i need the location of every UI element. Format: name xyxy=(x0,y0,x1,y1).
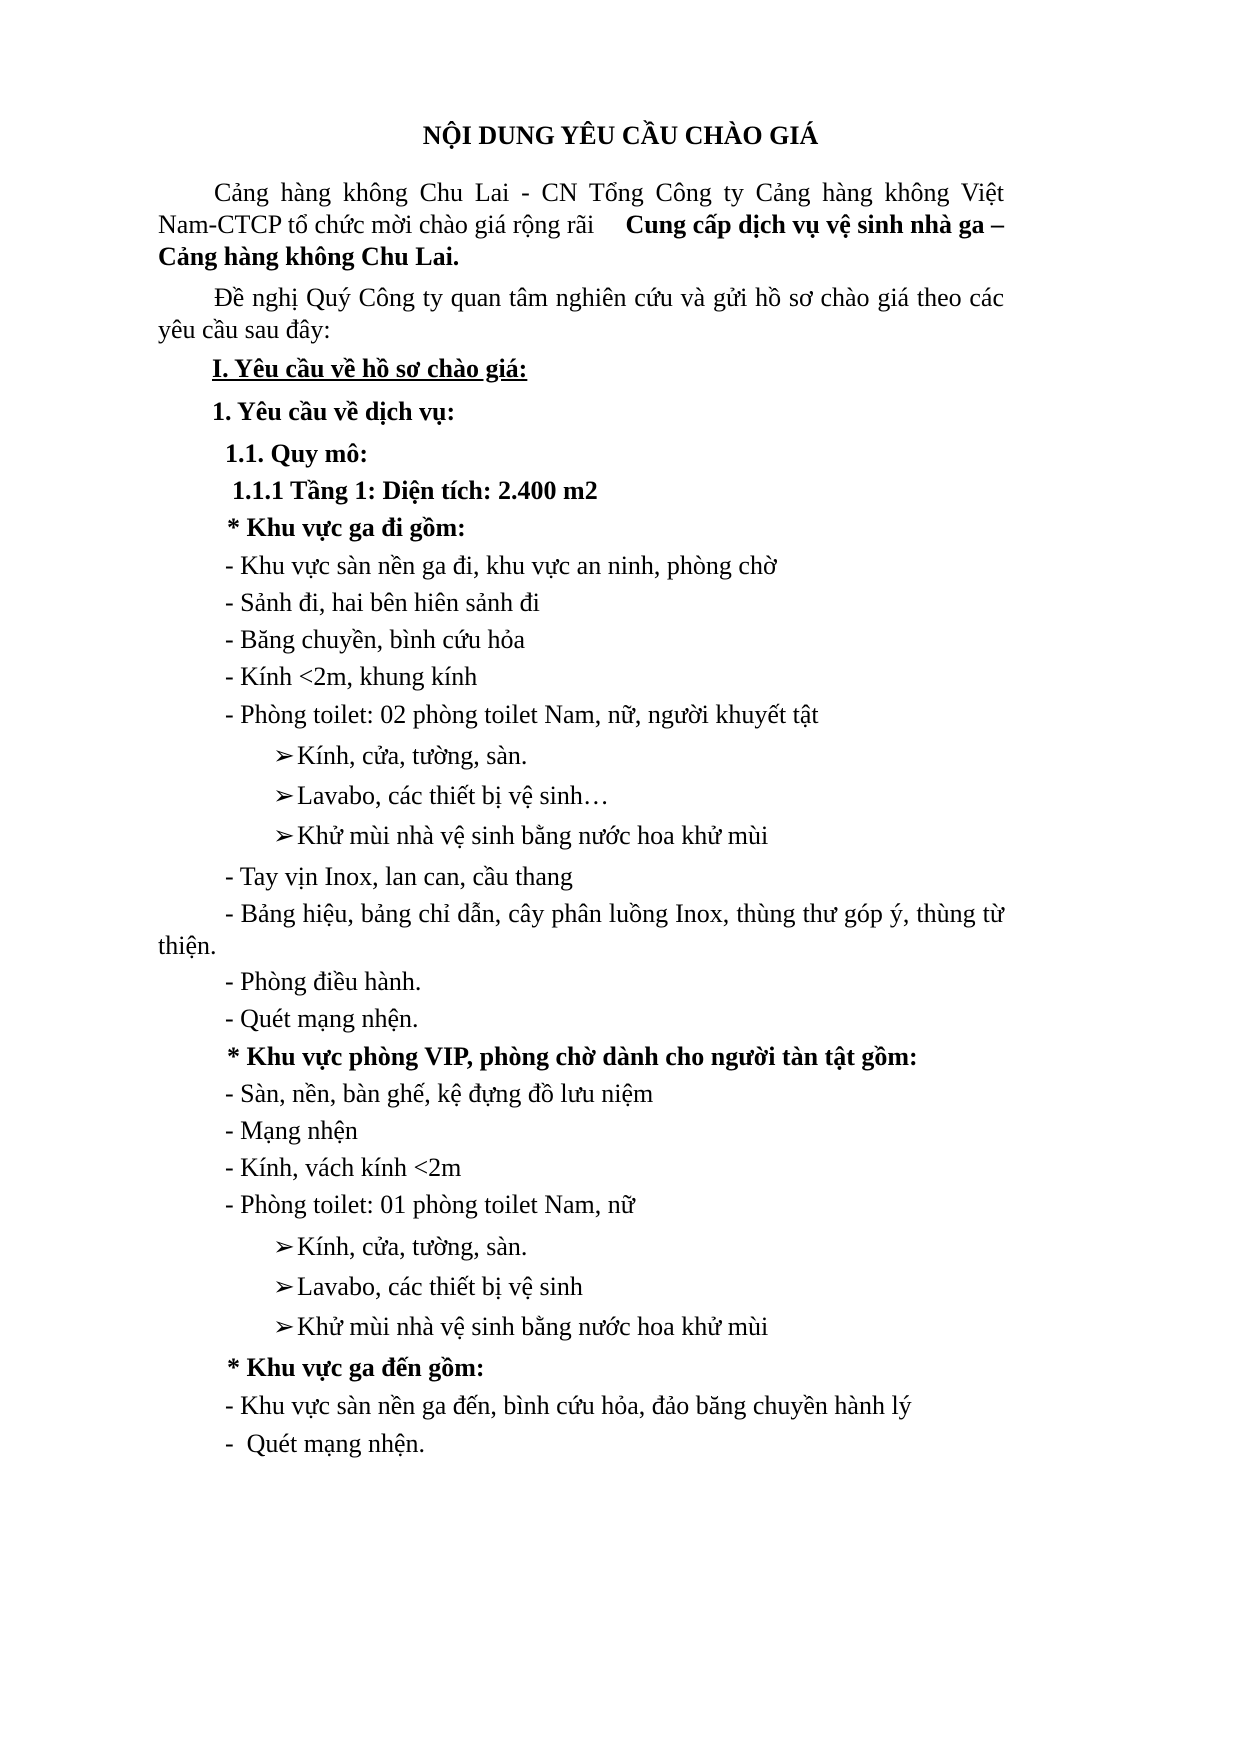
departure-sign-line-2: thiện. xyxy=(158,931,217,960)
subsection-heading-1-1-1: 1.1.1 Tầng 1: Diện tích: 2.400 m2 xyxy=(232,476,598,505)
departure-toilet-item-text: Khử mùi nhà vệ sinh bằng nước hoa khử mùi xyxy=(297,821,769,850)
vip-toilet-item-text: Khử mùi nhà vệ sinh bằng nước hoa khử mùi xyxy=(297,1312,769,1341)
arrow-bullet-icon: ➢ xyxy=(273,821,295,850)
departure-sign-line-1: - Bảng hiệu, bảng chỉ dẫn, cây phân luồng Inox, thùng thư góp ý, thùng từ xyxy=(225,899,1004,928)
arrow-bullet-icon: ➢ xyxy=(273,1272,295,1301)
vip-toilet-item xyxy=(273,1271,583,1303)
request-line-1: Đề nghị Quý Công ty quan tâm nghiên cứu và gửi hồ sơ chào giá theo các xyxy=(214,283,1004,312)
request-line-2: yêu cầu sau đây: xyxy=(158,315,331,344)
arrival-heading: * Khu vực ga đến gồm: xyxy=(227,1353,485,1382)
arrival-item: - Quét mạng nhện. xyxy=(225,1429,426,1458)
subsection-heading-1-1: 1.1. Quy mô: xyxy=(225,439,368,468)
departure-heading: * Khu vực ga đi gồm: xyxy=(227,513,466,542)
vip-heading: * Khu vực phòng VIP, phòng chờ dành cho người tàn tật gồm: xyxy=(227,1042,918,1071)
departure-item: - Phòng điều hành. xyxy=(225,967,422,996)
departure-item: - Quét mạng nhện. xyxy=(225,1004,419,1033)
vip-toilet-item xyxy=(273,1231,527,1263)
vip-toilet-item-text: Kính, cửa, tường, sàn. xyxy=(297,1232,528,1261)
intro-line-2-text: Nam-CTCP tổ chức mời chào giá rộng rãi xyxy=(158,210,601,239)
departure-toilet-item xyxy=(273,820,768,852)
departure-item: - Băng chuyền, bình cứu hỏa xyxy=(225,625,526,654)
arrival-item: - Khu vực sàn nền ga đến, bình cứu hỏa, đảo băng chuyền hành lý xyxy=(225,1391,912,1420)
arrow-bullet-icon: ➢ xyxy=(273,741,295,770)
vip-toilet-item-text: Lavabo, các thiết bị vệ sinh xyxy=(297,1272,583,1301)
departure-item: - Sảnh đi, hai bên hiên sảnh đi xyxy=(225,588,540,617)
vip-item: - Mạng nhện xyxy=(225,1116,358,1145)
arrow-bullet-icon: ➢ xyxy=(273,781,295,810)
departure-toilet-item xyxy=(273,780,609,812)
intro-line-3: Cảng hàng không Chu Lai. xyxy=(158,242,460,271)
vip-item: - Sàn, nền, bàn ghế, kệ đựng đồ lưu niệm xyxy=(225,1079,654,1108)
intro-line-2-bold: Cung cấp dịch vụ vệ sinh nhà ga – xyxy=(625,210,1004,239)
subsection-heading-1: 1. Yêu cầu về dịch vụ: xyxy=(212,397,456,426)
arrow-bullet-icon: ➢ xyxy=(273,1312,295,1341)
departure-toilet-item-text: Kính, cửa, tường, sàn. xyxy=(297,741,528,770)
vip-toilet-item xyxy=(273,1311,768,1343)
vip-item: - Kính, vách kính <2m xyxy=(225,1153,462,1182)
departure-toilet-item-text: Lavabo, các thiết bị vệ sinh… xyxy=(297,781,609,810)
departure-item: - Khu vực sàn nền ga đi, khu vực an ninh, phòng chờ xyxy=(225,551,777,580)
vip-item: - Phòng toilet: 01 phòng toilet Nam, nữ xyxy=(225,1190,635,1219)
document-title: NỘI DUNG YÊU CẦU CHÀO GIÁ xyxy=(422,121,819,150)
intro-line-1: Cảng hàng không Chu Lai - CN Tổng Công ty Cảng hàng không Việt xyxy=(214,178,1004,207)
departure-toilet-item xyxy=(273,740,527,772)
departure-item: - Tay vịn Inox, lan can, cầu thang xyxy=(225,862,573,891)
departure-item: - Phòng toilet: 02 phòng toilet Nam, nữ, người khuyết tật xyxy=(225,700,819,729)
intro-line-2 xyxy=(158,209,1004,241)
section-heading-1: I. Yêu cầu về hồ sơ chào giá: xyxy=(212,354,528,383)
departure-item: - Kính <2m, khung kính xyxy=(225,662,478,691)
arrow-bullet-icon: ➢ xyxy=(273,1232,295,1261)
